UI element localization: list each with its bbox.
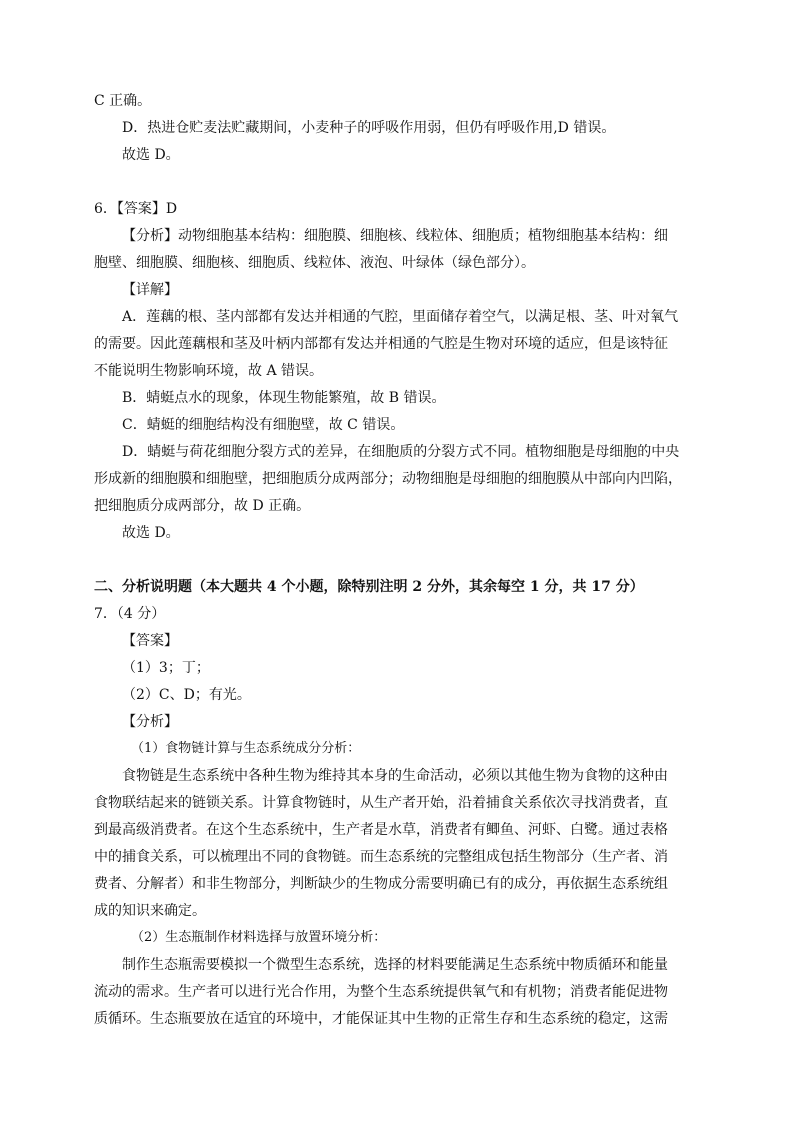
text-line: C．蜻蜓的细胞结构没有细胞壁，故 C 错误。 [122,417,405,433]
text-line: 食物联结起来的链锁关系。计算食物链时，从生产者开始，沿着捕食关系依次寻找消费者，直 [94,795,668,811]
text-line: D．热进仓贮麦法贮藏期间，小麦种子的呼吸作用弱，但仍有呼吸作用,D 错误。 [122,120,616,136]
section-label: 【分析】 [122,714,178,730]
text-line: 故选 D。 [122,147,180,163]
text-line: 到最高级消费者。在这个生态系统中，生产者是水草，消费者有鲫鱼、河虾、白鹭。通过表格 [94,822,668,838]
text-line: 食物链是生态系统中各种生物为维持其本身的生命活动，必须以其他生物为食物的这种由 [122,768,668,784]
text-line: 形成新的细胞膜和细胞壁，把细胞质分成两部分；动物细胞是母细胞的细胞膜从中部向内凹陷， [94,471,682,487]
text-line: D．蜻蜓与荷花细胞分裂方式的差异，在细胞质的分裂方式不同。植物细胞是母细胞的中央 [122,444,680,460]
text-line: 流动的需求。生产者可以进行光合作用，为整个生态系统提供氧气和有机物；消费者能促进物 [94,984,668,1000]
subheading: （2）生态瓶制作材料选择与放置环境分析： [131,930,387,945]
text-line: 胞壁、细胞膜、细胞核、细胞质、线粒体、液泡、叶绿体（绿色部分）。 [94,255,535,271]
text-line: A．莲藕的根、茎内部都有发达并相通的气腔，里面储存着空气，以满足根、茎、叶对氧气 [122,309,679,325]
text-line: （2）C、D；有光。 [122,687,251,703]
text-line: C 正确。 [94,93,152,109]
text-line: 把细胞质分成两部分，故 D 正确。 [94,498,311,514]
text-line: 故选 D。 [122,525,180,541]
text-line: 费者、分解者）和非生物部分，判断缺少的生物成分需要明确已有的成分，再依据生态系统组 [94,876,668,892]
section-label: 【详解】 [122,282,178,298]
text-line: 中的捕食关系，可以梳理出不同的食物链。而生态系统的完整组成包括生物部分（生产者、消 [94,849,668,865]
subheading: （1）食物链计算与生态系统成分分析： [131,741,361,756]
question-number: 6．【答案】D [94,201,178,217]
text-line: 质循环。生态瓶要放在适宜的环境中，才能保证其中生物的正常生存和生态系统的稳定，这需 [94,1011,668,1027]
question-number: 7．（4 分） [94,606,166,622]
text-line: 【分析】动物细胞基本结构：细胞膜、细胞核、线粒体、细胞质；植物细胞基本结构：细 [122,228,668,244]
text-line: 的需要。因此莲藕根和茎及叶柄内部都有发达并相通的气腔是生物对环境的适应，但是该特征 [94,336,668,352]
text-line: 不能说明生物影响环境，故 A 错误。 [94,363,324,379]
text-line: B．蜻蜓点水的现象，体现生物能繁殖，故 B 错误。 [122,390,446,406]
text-line: （1）3；丁； [122,660,210,676]
section-heading: 二、分析说明题（本大题共 4 个小题，除特别注明 2 分外，其余每空 1 分，共 17 分） [94,579,644,595]
text-line: 成的知识来确定。 [94,903,206,919]
section-label: 【答案】 [122,633,178,649]
text-line: 制作生态瓶需要模拟一个微型生态系统，选择的材料要能满足生态系统中物质循环和能量 [122,957,668,973]
